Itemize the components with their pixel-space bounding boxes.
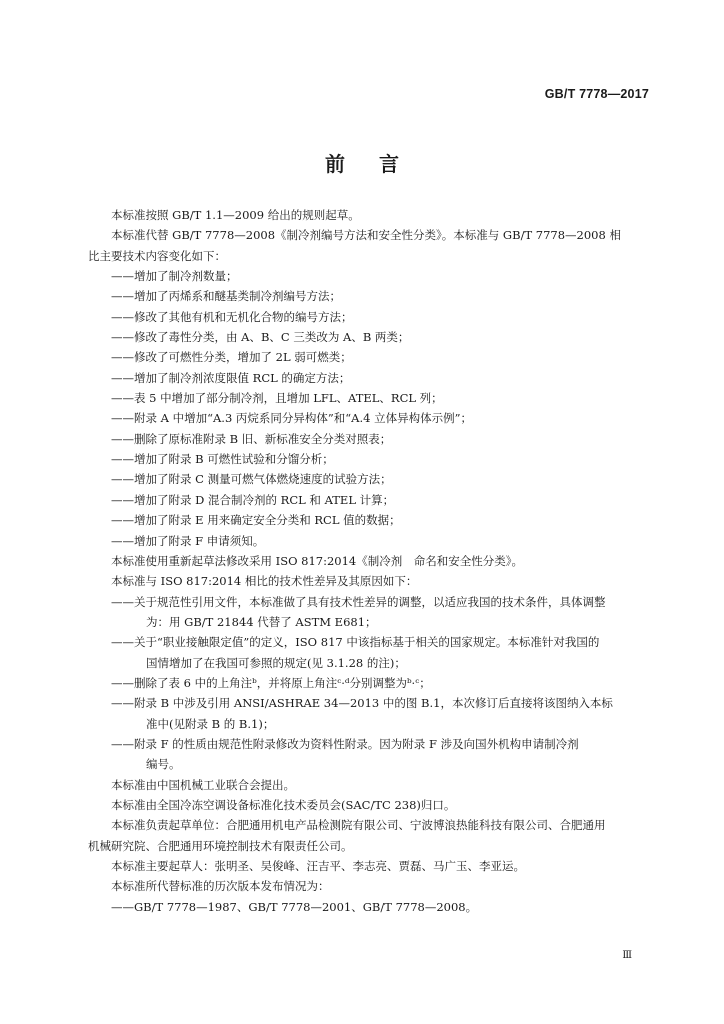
difference-line: ——关于规范性引用文件，本标准做了具有技术性差异的调整，以适应我国的技术条件，具体调整 — [111, 594, 606, 609]
paragraph-proposed-by: 本标准由中国机械工业联合会提出。 — [111, 777, 295, 792]
paragraph-drafting-rules: 本标准按照 GB/T 1.1—2009 给出的规则起草。 — [111, 208, 360, 222]
paragraph-replaces-line2: 比主要技术内容变化如下： — [88, 248, 226, 263]
change-item: ——修改了其他有机和无机化合物的编号方法； — [111, 309, 353, 324]
change-item: ——增加了丙烯系和醚基类制冷剂编号方法； — [111, 289, 341, 304]
change-item: ——增加了附录 E 用来确定安全分类和 RCL 值的数据； — [111, 513, 401, 528]
change-item: ——增加了制冷剂数量； — [111, 269, 238, 284]
change-item: ——删除了原标准附录 B 旧、新标准安全分类对照表； — [111, 431, 392, 446]
document-body — [88, 205, 652, 917]
paragraph-drafters: 本标准主要起草人：张明圣、吴俊峰、汪吉平、李志亮、贾磊、马广玉、李亚运。 — [111, 859, 525, 873]
change-item: ——修改了可燃性分类，增加了 2L 弱可燃类； — [111, 350, 352, 365]
difference-line: 准中(见附录 B 的 B.1)； — [146, 716, 275, 731]
difference-line: 国情增加了在我国可参照的规定(见 3.1.28 的注)； — [146, 655, 406, 670]
difference-line: 编号。 — [146, 757, 181, 772]
change-item: ——增加了附录 F 申请须知。 — [111, 533, 265, 548]
change-item: ——表 5 中增加了部分制冷剂，且增加 LFL、ATEL、RCL 列； — [111, 391, 443, 406]
difference-line: ——关于“职业接触限定值”的定义，ISO 817 中该指标基于相关的国家规定。本标准针对我国的 — [111, 635, 600, 650]
change-item: ——增加了附录 C 测量可燃气体燃烧速度的试验方法； — [111, 472, 392, 487]
difference-line: ——附录 B 中涉及引用 ANSI/ASHRAE 34—2013 中的图 B.1，本次修订后直接将该图纳入本标 — [111, 696, 613, 711]
difference-item — [88, 673, 652, 693]
change-item: ——增加了附录 B 可燃性试验和分馏分析； — [111, 452, 334, 467]
difference-item — [88, 632, 652, 673]
difference-line: ——删除了表 6 中的上角注ᵇ，并将原上角注ᶜ·ᵈ分别调整为ᵇ·ᶜ； — [111, 675, 431, 690]
change-item: ——增加了制冷剂浓度限值 RCL 的确定方法； — [111, 370, 351, 385]
paragraph-replaces-line1: 本标准代替 GB/T 7778—2008《制冷剂编号方法和安全性分类》。本标准与 GB/T 7778—2008 相 — [111, 228, 621, 243]
history-item: ——GB/T 7778—1987、GB/T 7778—2001、GB/T 7778—2008。 — [111, 899, 478, 914]
paragraph-differences-intro: 本标准与 ISO 817:2014 相比的技术性差异及其原因如下： — [111, 574, 418, 589]
difference-item — [88, 734, 652, 775]
change-item: ——附录 A 中增加“A.3 丙烷系同分异构体”和“A.4 立体异构体示例”； — [111, 411, 472, 426]
difference-line: 为：用 GB/T 21844 代替了 ASTM E681； — [146, 614, 377, 629]
difference-item — [88, 693, 652, 734]
paragraph-history-intro: 本标准所代替标准的历次版本发布情况为： — [111, 879, 330, 894]
paragraph-drafting-units-line2: 机械研究院、合肥通用环境控制技术有限责任公司。 — [88, 838, 353, 853]
change-item: ——增加了附录 D 混合制冷剂的 RCL 和 ATEL 计算； — [111, 492, 395, 507]
page-title: 前言 — [325, 152, 433, 176]
change-item: ——修改了毒性分类，由 A、B、C 三类改为 A、B 两类； — [111, 330, 410, 345]
difference-item — [88, 592, 652, 633]
page-number: Ⅲ — [622, 950, 632, 961]
paragraph-administered-by: 本标准由全国冷冻空调设备标准化技术委员会(SAC/TC 238)归口。 — [111, 797, 456, 812]
paragraph-drafting-units-line1: 本标准负责起草单位：合肥通用机电产品检测院有限公司、宁波博浪热能科技有限公司、合肥通用 — [111, 818, 606, 833]
difference-line: ——附录 F 的性质由规范性附录修改为资料性附录。因为附录 F 涉及向国外机构申请制冷剂 — [111, 736, 579, 751]
standard-code: GB/T 7778—2017 — [544, 87, 649, 101]
paragraph-iso-adoption: 本标准使用重新起草法修改采用 ISO 817:2014《制冷剂 命名和安全性分类》。 — [111, 553, 523, 568]
